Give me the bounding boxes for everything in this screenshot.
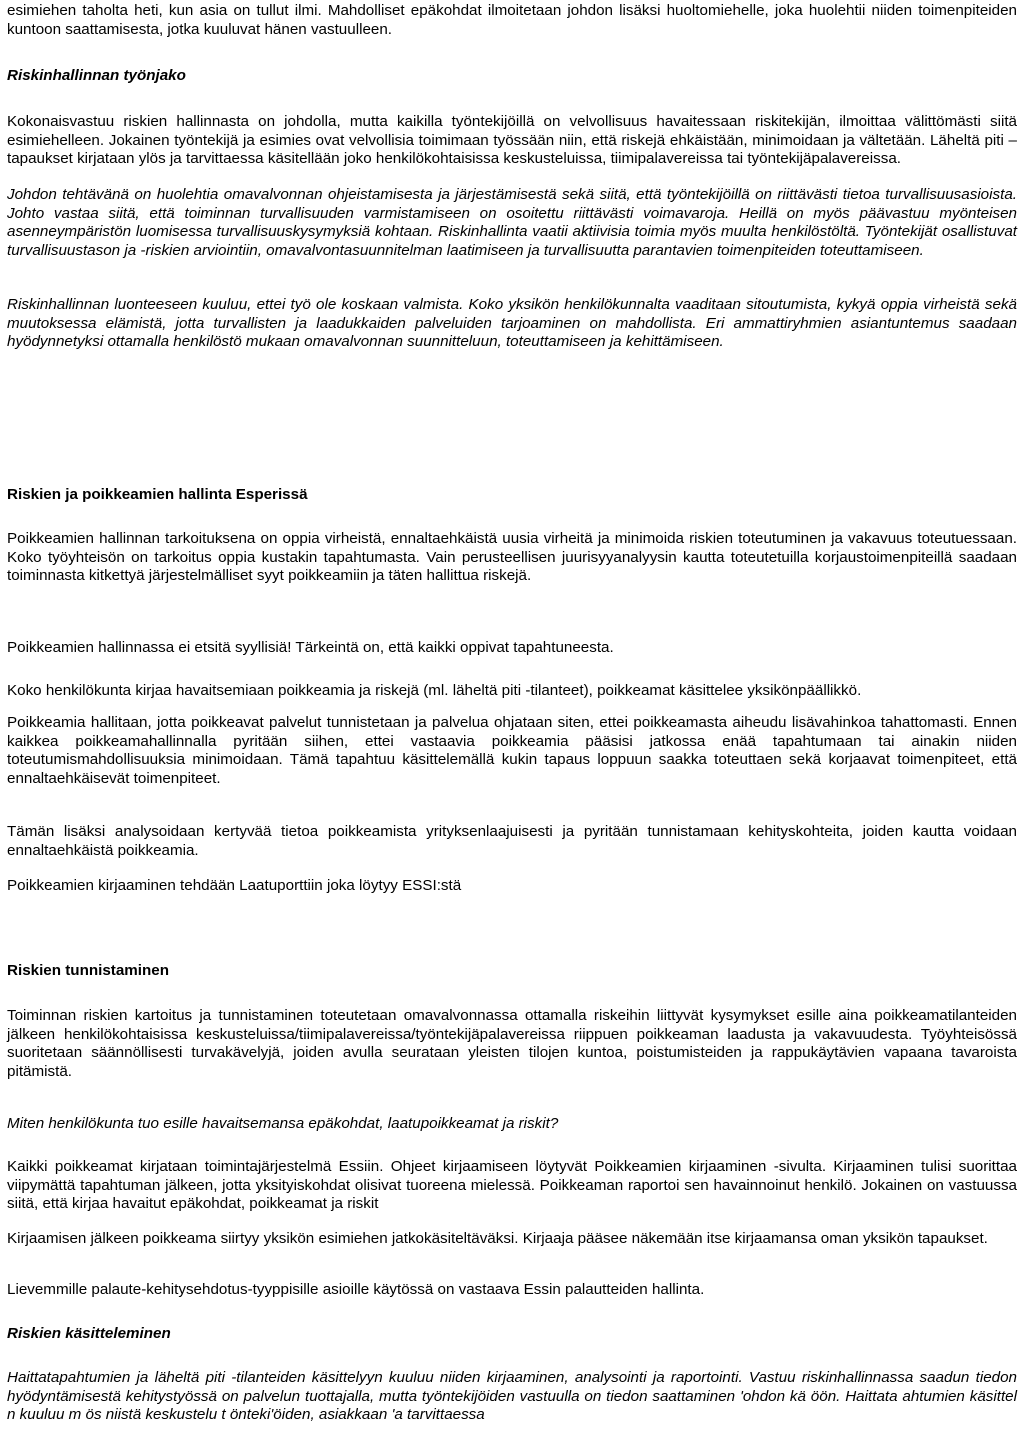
deviation-paragraph-5: Tämän lisäksi analysoidaan kertyvää tietoa poikkeamista yrityksenlaajuisesti ja pyritään tunnistamaan kehityskohteita, joiden kautta voidaan ennaltaehkäistä poikkeamia.: [7, 823, 1017, 859]
intro-paragraph: esimiehen taholta heti, kun asia on tullut ilmi. Mahdolliset epäkohdat ilmoitetaan johdon lisäksi huoltomiehelle, joka huolehtii niiden toimenpiteiden kuntoon saattamisesta, jotka kuuluvat hänen vastuulleen.: [7, 2, 1017, 38]
identification-paragraph-1: Toiminnan riskien kartoitus ja tunnistaminen toteutetaan omavalvonnassa ottamalla riskeihin liittyvät kysymykset esille aina poikkeamatilanteiden jälkeen henkilökohtaisissa keskusteluissa/tiimipalavereissa/työntekijäpalavereissa riippuen poikkeaman laadusta ja vakavuudesta. Työyhteisössä suoritetaan säännöllisesti turvakävelyjä, joiden avulla seurataan yleisten tilojen kuntoa, poistumisteiden ja rappukäytävien vapaana tavaroista pitämistä.: [7, 1007, 1017, 1080]
division-paragraph-1: Kokonaisvastuu riskien hallinnasta on johdolla, mutta kaikilla työntekijöillä on velvollisuus havaitessaan riskitekijän, ilmoittaa välittömästi siitä esimiehelleen. Jokainen työntekijä ja esimies ovat velvollisia toimimaan työssään niin, että riskejä ehkäistään, minimoidaan ja vältetään. Läheltä piti – tapaukset kirjataan ylös ja tarvittaessa käsitellään joko henkilökohtaisissa keskusteluissa, tiimipalavereissa tai työntekijäpalavereissa.: [7, 113, 1017, 167]
identification-paragraph-3: Kirjaamisen jälkeen poikkeama siirtyy yksikön esimiehen jatkokäsiteltäväksi. Kirjaaja pääsee näkemään itse kirjaamansa oman yksikön tapaukset.: [7, 1230, 988, 1247]
deviation-paragraph-3: Koko henkilökunta kirjaa havaitsemiaan poikkeamia ja riskejä (ml. läheltä piti -tilanteet), poikkeamat käsittelee yksikönpäällikkö.: [7, 682, 862, 699]
deviation-paragraph-2: Poikkeamien hallinnassa ei etsitä syyllisiä! Tärkeintä on, että kaikki oppivat tapahtuneesta.: [7, 639, 614, 656]
division-paragraph-2: Johdon tehtävänä on huolehtia omavalvonnan ohjeistamisesta ja järjestämisestä sekä siitä, että työntekijöillä on riittävästi tietoa turvallisuusasioista. Johto vastaa siitä, että toiminnan turvallisuuden varmistamiseen on osoitettu riittävästi voimavaroja. Heillä on myös päävastuu myönteisen asenneympäristön luomisessa turvallisuuskysymyksiä kohtaan. Riskinhallinta vaatii aktiivisia toimia myös muulta henkilöstöltä. Työntekijät osallistuvat turvallisuustason ja -riskien arviointiin, omavalvontasuunnitelman laatimiseen ja turvallisuutta parantavien toimenpiteiden toteuttamiseen.: [7, 186, 1017, 259]
identification-paragraph-4: Lievemmille palaute-kehitysehdotus-tyyppisille asioille käytössä on vastaava Essin palautteiden hallinta.: [7, 1281, 705, 1298]
processing-paragraph-1: Haittatapahtumien ja läheltä piti -tilanteiden käsittelyyn kuuluu niiden kirjaaminen, analysointi ja raportointi. Vastuu riskinhallinnassa saadun tiedon hyödyntämisestä kehitystyössä on palvelun tuottajalla, mutta työntekijöiden vastuulla on tiedon saattaminen 'ohdon kä öön. Haittata ahtumien käsittel n kuuluu m ös niistä keskustelu t önteki'öiden, asiakkaan 'a tarvittaessa: [7, 1369, 1017, 1423]
deviation-paragraph-1: Poikkeamien hallinnan tarkoituksena on oppia virheistä, ennaltaehkäistä uusia virheitä ja minimoida riskien toteutuminen ja vakavuus toteutuessaan. Koko työyhteisön on tarkoitus oppia kustakin tapahtumasta. Vain perusteellisen juurisyyanalyysin kautta toteutetuilla korjaustoimenpiteillä saadaan toiminnasta kitkettyä järjestelmälliset syyt poikkeamiin ja täten hallittua riskejä.: [7, 530, 1017, 584]
identification-question: Miten henkilökunta tuo esille havaitsemansa epäkohdat, laatupoikkeamat ja riskit?: [7, 1115, 559, 1132]
deviation-paragraph-6: Poikkeamien kirjaaminen tehdään Laatuporttiin joka löytyy ESSI:stä: [7, 877, 462, 894]
identification-paragraph-2: Kaikki poikkeamat kirjataan toimintajärjestelmä Essiin. Ohjeet kirjaamiseen löytyvät Poikkeamien kirjaaminen -sivulta. Kirjaaminen tulisi suorittaa viipymättä tapahtuman jälkeen, jotta yksityiskohdat olisivat tuoreena mielessä. Poikkeaman raportoi sen havainnoinut henkilö. Jokainen on vastuussa siitä, että kirjaa havaitut epäkohdat, poikkeamat ja riskit: [7, 1158, 1017, 1212]
division-paragraph-3: Riskinhallinnan luonteeseen kuuluu, ettei työ ole koskaan valmista. Koko yksikön henkilökunnalta vaaditaan sitoutumista, kykyä oppia virheistä sekä muutoksessa elämistä, jotta turvallisten ja laadukkaiden palveluiden tarjoaminen on mahdollista. Eri ammattiryhmien asiantuntemus saadaan hyödynnetyksi ottamalla henkilöstö mukaan omavalvonnan suunnitteluun, toteuttamiseen ja kehittämiseen.: [7, 296, 1017, 350]
section-heading-risk-processing: Riskien käsitteleminen: [7, 1325, 171, 1342]
deviation-paragraph-4: Poikkeamia hallitaan, jotta poikkeavat palvelut tunnistetaan ja palvelua ohjataan siten, ettei poikkeamasta aiheudu lisävahinkoa tahattomasti. Ennen kaikkea poikkeamahallinnalla pyritään siihen, ettei vastaavia poikkeamia pääsisi jatkossa enää tapahtumaan tai ainakin niiden toteutumismahdollisuuksia minimoidaan. Tämä tapahtuu käsittelemällä kukin tapaus loppuun saakka toteuttaen sekä korjaavat toimenpiteet, että ennaltaehkäisevät toimenpiteet.: [7, 714, 1017, 787]
section-heading-deviation-management: Riskien ja poikkeamien hallinta Esperissä: [7, 486, 308, 503]
section-heading-risk-identification: Riskien tunnistaminen: [7, 962, 170, 979]
section-heading-risk-division: Riskinhallinnan työnjako: [7, 67, 186, 84]
